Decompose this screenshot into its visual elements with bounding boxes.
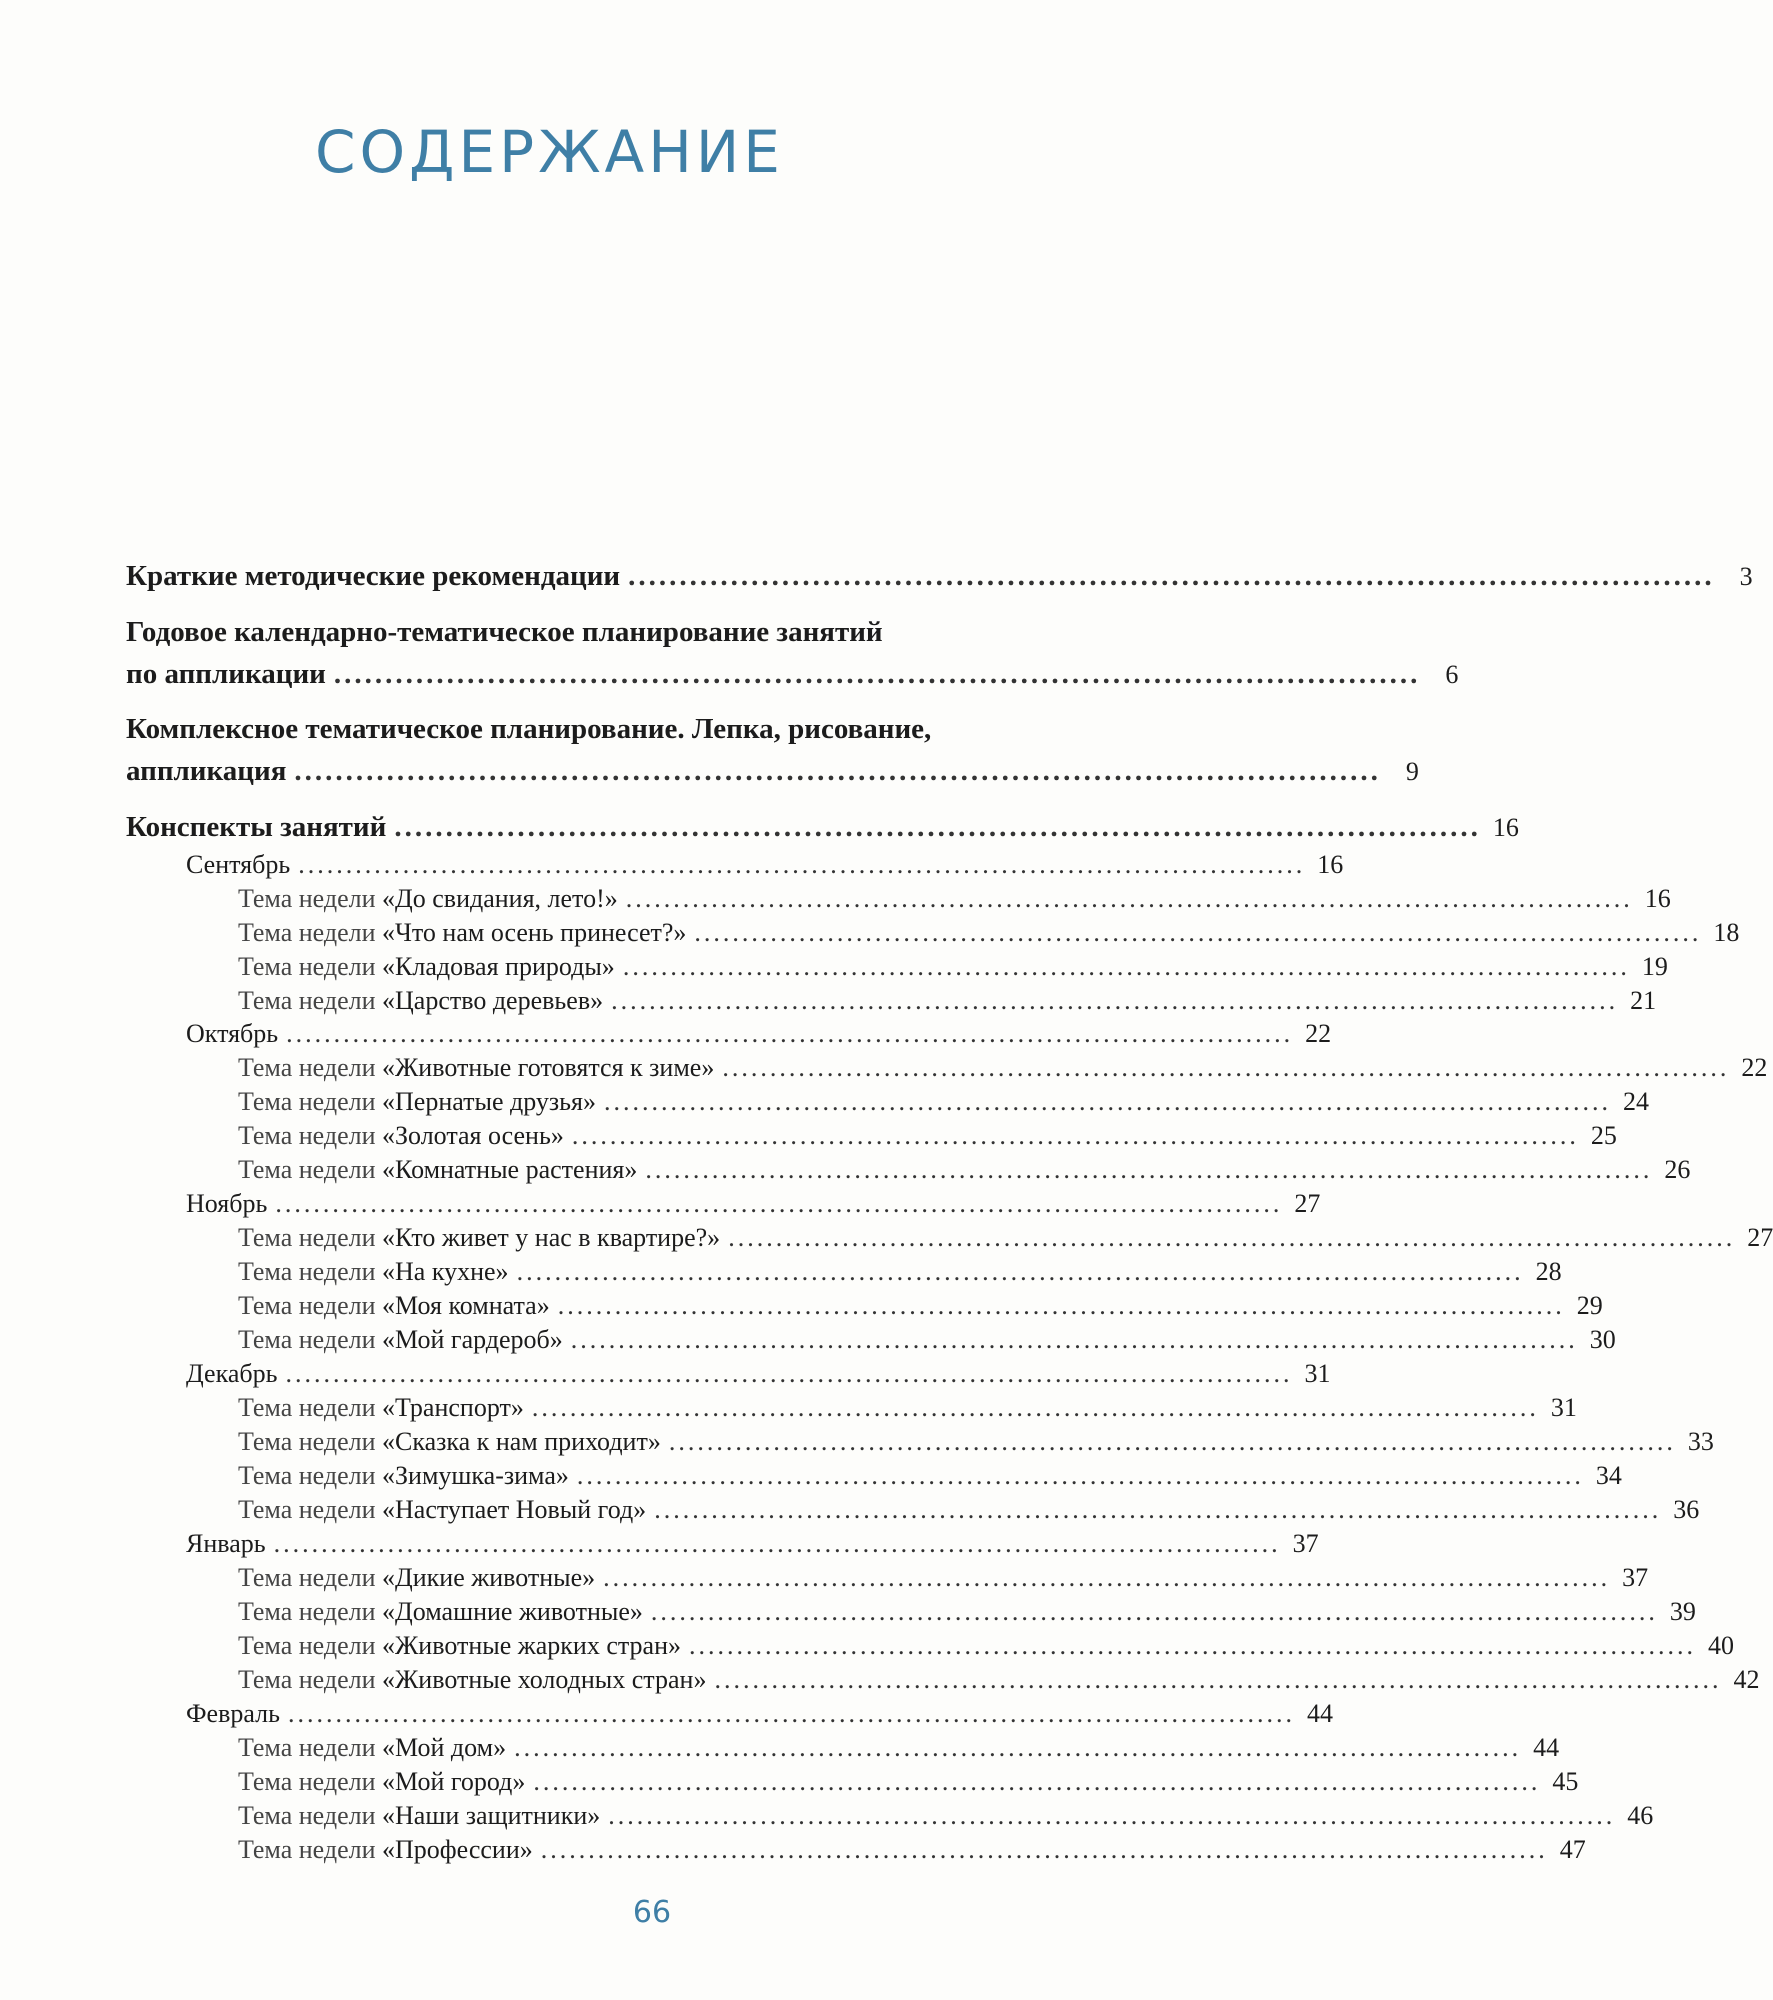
month-label: Декабрь (186, 1359, 278, 1388)
toc-entry-label: по аппликации (126, 658, 326, 690)
toc-topic[interactable] (126, 1087, 1649, 1117)
topic-page: 39 (1669, 1597, 1696, 1626)
month-label: Январь (186, 1529, 266, 1558)
leader-dots: .......................................................................................................... (603, 1563, 1611, 1592)
topic-page: 18 (1713, 918, 1740, 947)
leader-dots: .......................................................................................................... (694, 918, 1702, 947)
toc-topic[interactable] (126, 1053, 1768, 1083)
topic-page: 33 (1687, 1427, 1714, 1456)
topic-page: 44 (1533, 1733, 1560, 1762)
page-number: 66 (632, 1895, 672, 1930)
toc-topic[interactable] (126, 1733, 1560, 1763)
leader-dots: .......................................................................................................... (333, 658, 1421, 690)
toc-topic[interactable] (126, 1427, 1714, 1457)
leader-dots: .......................................................................................................... (516, 1257, 1524, 1286)
leader-dots: .......................................................................................................... (571, 1121, 1579, 1150)
leader-dots: .......................................................................................................... (689, 1631, 1696, 1660)
month-page: 16 (1317, 850, 1344, 879)
topic-page: 22 (1741, 1053, 1768, 1082)
toc-month[interactable] (126, 1359, 1331, 1389)
topic-label: Тема недели «Животные жарких стран» (238, 1631, 681, 1660)
toc-entry-page: 9 (1405, 757, 1419, 786)
topic-label: Тема недели «Профессии» (238, 1835, 533, 1864)
leader-dots: .......................................................................................................... (540, 1835, 1548, 1864)
toc-topic[interactable] (126, 1495, 1700, 1525)
toc-topic[interactable] (126, 1155, 1691, 1185)
toc-entry-line1: Комплексное тематическое планирование. Лепка, рисование, (126, 713, 932, 745)
toc-month[interactable] (126, 1189, 1321, 1219)
month-page: 31 (1304, 1359, 1331, 1388)
leader-dots: .......................................................................................................... (625, 884, 1633, 913)
leader-dots: .......................................................................................................... (611, 986, 1619, 1015)
toc-topic[interactable] (126, 884, 1671, 914)
topic-label: Тема недели «Кто живет у нас в квартире?» (238, 1223, 721, 1252)
toc-entry-page: 6 (1445, 660, 1459, 689)
leader-dots: .......................................................................................................... (728, 1223, 1736, 1252)
leader-dots: .......................................................................................................... (285, 1359, 1293, 1388)
toc-topic[interactable] (126, 1325, 1616, 1355)
topic-label: Тема недели «Что нам осень принесет?» (238, 918, 687, 947)
toc-entry-label: Краткие методические рекомендации (126, 560, 621, 592)
toc-topic[interactable] (126, 1631, 1734, 1661)
leader-dots: .......................................................................................................... (714, 1665, 1722, 1694)
month-page: 44 (1306, 1699, 1333, 1728)
toc-topic[interactable] (126, 952, 1668, 982)
toc-entry-label: Конспекты занятий (126, 811, 387, 843)
topic-label: Тема недели «Транспорт» (238, 1393, 524, 1422)
topic-page: 34 (1595, 1461, 1622, 1490)
month-page: 22 (1305, 1019, 1332, 1048)
toc-entry[interactable] (126, 560, 1753, 593)
leader-dots: .......................................................................................................... (622, 952, 1630, 981)
toc-topic[interactable] (126, 1291, 1603, 1321)
leader-dots: .......................................................................................................... (608, 1801, 1616, 1830)
leader-dots: .......................................................................................................... (287, 1699, 1295, 1728)
month-page: 37 (1292, 1529, 1319, 1558)
topic-page: 46 (1627, 1801, 1654, 1830)
toc-topic[interactable] (126, 1665, 1760, 1695)
topic-label: Тема недели «Пернатые друзья» (238, 1087, 596, 1116)
leader-dots: .......................................................................................................... (514, 1733, 1522, 1762)
leader-dots: .......................................................................................................... (557, 1291, 1565, 1320)
leader-dots: .......................................................................................................... (294, 755, 1381, 787)
topic-page: 28 (1535, 1257, 1562, 1286)
page-title: СОДЕРЖАНИЕ (315, 118, 784, 186)
topic-page: 42 (1733, 1665, 1760, 1694)
month-label: Февраль (186, 1699, 280, 1728)
topic-label: Тема недели «Золотая осень» (238, 1121, 564, 1150)
topic-label: Тема недели «Царство деревьев» (238, 986, 604, 1015)
toc-topic[interactable] (126, 918, 1740, 948)
topic-page: 37 (1622, 1563, 1649, 1592)
toc-topic[interactable] (126, 1461, 1622, 1491)
topic-label: Тема недели «Наступает Новый год» (238, 1495, 647, 1524)
leader-dots: .......................................................................................................... (531, 1393, 1539, 1422)
leader-dots: .......................................................................................................... (628, 560, 1715, 592)
toc-topic[interactable] (126, 1767, 1579, 1797)
topic-label: Тема недели «Наши защитники» (238, 1801, 601, 1830)
topic-label: Тема недели «Зимушка-зима» (238, 1461, 569, 1490)
topic-page: 16 (1644, 884, 1671, 913)
topic-label: Тема недели «Сказка к нам приходит» (238, 1427, 661, 1456)
month-page: 27 (1294, 1189, 1321, 1218)
toc-month[interactable] (126, 1019, 1332, 1049)
toc-topic[interactable] (126, 1563, 1649, 1593)
leader-dots: .......................................................................................................... (298, 850, 1306, 879)
toc-topic[interactable] (126, 986, 1657, 1016)
leader-dots: .......................................................................................................... (650, 1597, 1658, 1626)
toc-month[interactable] (126, 850, 1344, 880)
topic-label: Тема недели «Мой гардероб» (238, 1325, 563, 1354)
topic-page: 19 (1641, 952, 1668, 981)
topic-page: 29 (1576, 1291, 1603, 1320)
toc-month[interactable] (126, 1699, 1333, 1729)
topic-page: 47 (1559, 1835, 1586, 1864)
leader-dots: .......................................................................................................... (645, 1155, 1653, 1184)
toc-topic[interactable] (126, 1801, 1654, 1831)
topic-label: Тема недели «Животные готовятся к зиме» (238, 1053, 715, 1082)
leader-dots: .......................................................................................................... (603, 1087, 1611, 1116)
topic-page: 30 (1589, 1325, 1616, 1354)
month-label: Ноябрь (186, 1189, 268, 1218)
topic-page: 24 (1622, 1087, 1649, 1116)
toc-month[interactable] (126, 1529, 1319, 1559)
topic-page: 40 (1708, 1631, 1734, 1660)
topic-label: Тема недели «Мой город» (238, 1767, 526, 1796)
topic-label: Тема недели «Мой дом» (238, 1733, 507, 1762)
leader-dots: .......................................................................................................... (286, 1019, 1294, 1048)
leader-dots: .......................................................................................................... (654, 1495, 1662, 1524)
toc-entry[interactable] (126, 755, 1419, 788)
toc-entry-page: 16 (1492, 813, 1519, 842)
toc-topic[interactable] (126, 1835, 1586, 1865)
toc-topic[interactable] (126, 1597, 1696, 1627)
toc-topic[interactable] (126, 1223, 1773, 1253)
topic-label: Тема недели «До свидания, лето!» (238, 884, 618, 913)
topic-page: 26 (1664, 1155, 1691, 1184)
toc-topic[interactable] (126, 1393, 1577, 1423)
topic-page: 36 (1673, 1495, 1700, 1524)
leader-dots: .......................................................................................................... (394, 811, 1481, 843)
leader-dots: .......................................................................................................... (273, 1529, 1281, 1558)
toc-topic[interactable] (126, 1121, 1617, 1151)
topic-label: Тема недели «Кладовая природы» (238, 952, 615, 981)
toc-entry[interactable] (126, 811, 1519, 844)
topic-label: Тема недели «Комнатные растения» (238, 1155, 638, 1184)
leader-dots: .......................................................................................................... (570, 1325, 1578, 1354)
topic-label: Тема недели «На кухне» (238, 1257, 509, 1286)
leader-dots: .......................................................................................................... (576, 1461, 1584, 1490)
toc-topic[interactable] (126, 1257, 1562, 1287)
month-label: Октябрь (186, 1019, 279, 1048)
toc-entry-page: 3 (1739, 562, 1753, 591)
toc-entry[interactable] (126, 658, 1459, 691)
topic-label: Тема недели «Моя комната» (238, 1291, 550, 1320)
leader-dots: .......................................................................................................... (275, 1189, 1283, 1218)
topic-page: 31 (1550, 1393, 1577, 1422)
leader-dots: .......................................................................................................... (668, 1427, 1676, 1456)
leader-dots: .......................................................................................................... (722, 1053, 1730, 1082)
toc-entry-line1: Годовое календарно-тематическое планирование занятий (126, 616, 883, 648)
leader-dots: .......................................................................................................... (533, 1767, 1541, 1796)
topic-label: Тема недели «Животные холодных стран» (238, 1665, 707, 1694)
topic-page: 27 (1747, 1223, 1773, 1252)
topic-page: 25 (1590, 1121, 1617, 1150)
topic-page: 45 (1552, 1767, 1579, 1796)
topic-label: Тема недели «Домашние животные» (238, 1597, 643, 1626)
topic-page: 21 (1630, 986, 1657, 1015)
topic-label: Тема недели «Дикие животные» (238, 1563, 596, 1592)
month-label: Сентябрь (186, 850, 291, 879)
toc-entry-label: аппликация (126, 755, 287, 787)
